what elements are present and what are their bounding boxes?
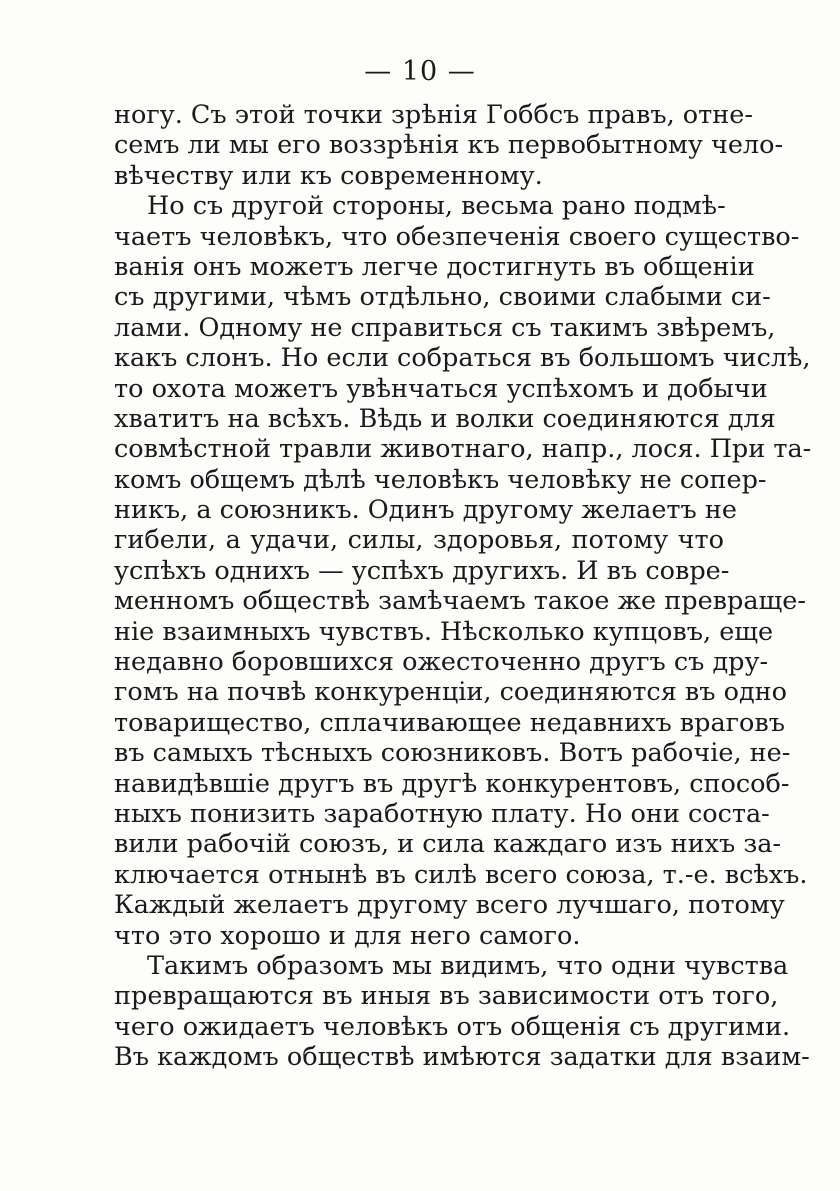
text-line: Каждый желаетъ другому всего лучшаго, потому [114,890,785,921]
text-line: недавно боровшихся ожесточенно другъ съ дру- [114,647,769,678]
text-line: товарищество, сплачивающее недавнихъ враговъ [114,707,785,738]
text-line: Такимъ образомъ мы видимъ, что одни чувства [147,950,789,981]
text-line: что это хорошо и для него самого. [114,920,581,951]
paragraph-2 [114,191,812,951]
text-line: семъ ли мы его воззрѣнія къ первобытному чело- [114,130,784,161]
text-line: съ другими, чѣмъ отдѣльно, своими слабыми си- [114,282,771,313]
text-line: совмѣстной травли животнаго, напр., лося. При та- [114,434,812,465]
text-line: Въ каждомъ обществѣ имѣются задатки для взаим- [114,1042,810,1073]
text-line: въ самыхъ тѣсныхъ союзниковъ. Вотъ рабочіе, не- [114,738,791,769]
text-line: успѣхъ однихъ — успѣхъ другихъ. И въ совре- [114,555,730,586]
text-line: чего ожидаетъ человѣкъ отъ общенія съ другими. [114,1011,791,1042]
text-line: чаетъ человѣкъ, что обезпеченія своего существо- [114,221,800,252]
text-line: лами. Одному не справиться съ такимъ звѣремъ, [114,312,776,343]
text-line: гибели, а удачи, силы, здоровья, потому что [114,525,724,556]
text-line: превращаются въ иныя въ зависимости отъ того, [114,981,779,1012]
paragraph-3 [114,950,810,1073]
text-line: ныхъ понизить заработную плату. Но они соста- [114,798,770,829]
text-line: хватитъ на всѣхъ. Вѣдь и волки соединяются для [114,403,776,434]
text-line: комъ общемъ дѣлѣ человѣкъ человѣку не сопер- [114,464,767,495]
text-line: ногу. Съ этой точки зрѣнія Гоббсъ правъ, отне- [114,100,753,130]
text-line: гомъ на почвѣ конкуренціи, соединяются въ одно [114,677,787,708]
paragraph-1 [114,100,784,191]
text-line: какъ слонъ. Но если собраться въ большомъ числѣ, [114,343,811,374]
text-line: менномъ обществѣ замѣчаемъ такое же превраще- [114,586,806,617]
text-line: ключается отнынѣ въ силѣ всего союза, т.-е. всѣхъ. [114,859,808,890]
body-text [114,100,812,1073]
text-line: навидѣвшіе другъ въ другѣ конкурентовъ, способ- [114,768,790,799]
text-line: то охота можетъ увѣнчаться успѣхомъ и добычи [114,373,768,404]
text-line: вѣчеству или къ современному. [114,160,543,191]
text-line: вили рабочій союзъ, и сила каждаго изъ нихъ за- [114,829,782,860]
page-number: — 10 — [364,56,476,87]
text-line: никъ, а союзникъ. Одинъ другому желаетъ не [114,495,737,526]
text-line: ванія онъ можетъ легче достигнуть въ общеніи [114,251,755,282]
text-line: Но съ другой стороны, весьма рано подмѣ- [147,191,726,222]
text-line: ніе взаимныхъ чувствъ. Нѣсколько купцовъ, еще [114,616,774,647]
